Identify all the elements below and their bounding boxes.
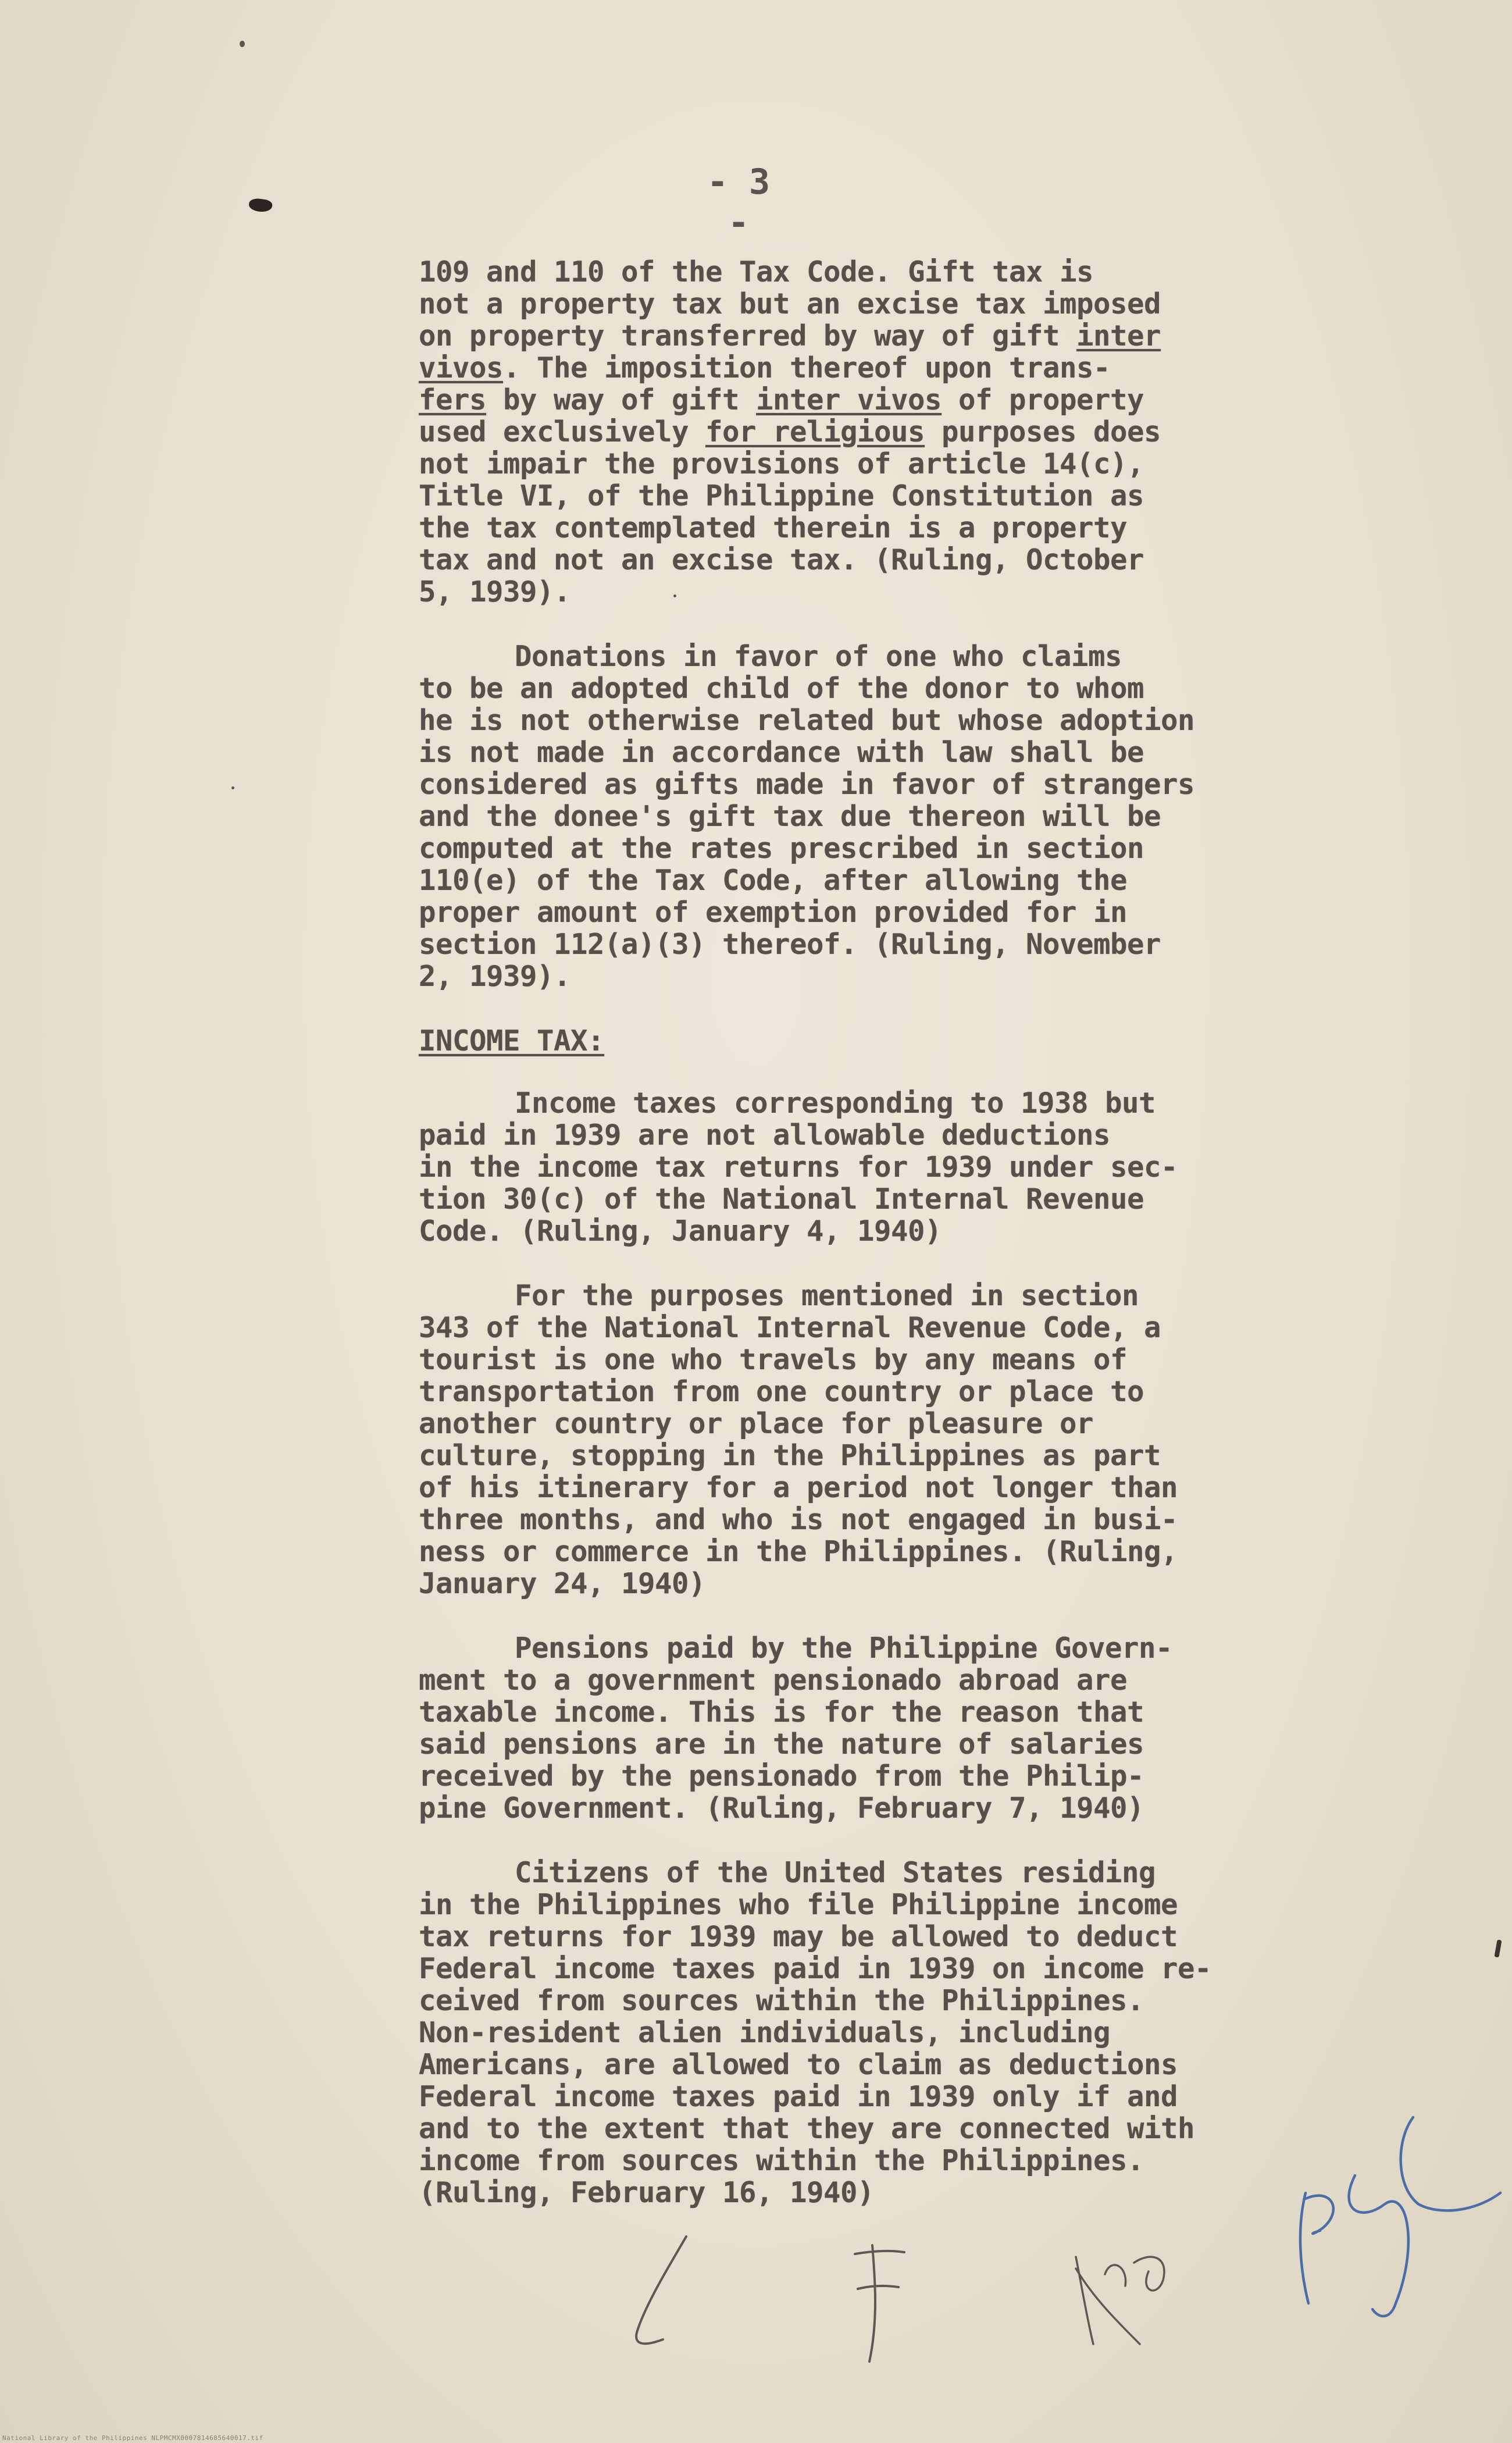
- underlined-phrase: inter vivos: [419, 319, 1161, 384]
- speck: [231, 786, 234, 789]
- underlined-phrase: fers: [419, 383, 487, 416]
- document-body: [419, 256, 1326, 2241]
- paragraph-text: purposes does not impair the provisions of article 14(c), Title VI, of the Philippine Constitution as the tax contemplated therein is a property tax and not an excise tax. (Ruling, October 5, 1939).: [419, 415, 1161, 608]
- speck: [240, 41, 245, 47]
- section-heading-income-tax: INCOME TAX:: [419, 1024, 605, 1057]
- underlined-phrase: for religious: [705, 415, 925, 448]
- underlined-phrase: inter vivos: [756, 383, 942, 416]
- paragraph-pensions: Pensions paid by the Philippine Govern- ment to a government pensionado abroad are taxable income. This is for the reason that said pensions are in the nature of salaries received by the pensionado from the Philip- pine Government. (Ruling, February 7, 1940): [419, 1632, 1173, 1825]
- pencil-initial-3: [1076, 2257, 1164, 2344]
- pencil-initial-2: [855, 2245, 904, 2362]
- pencil-initial-1: [636, 2237, 686, 2344]
- paragraph-text: by way of gift: [486, 383, 757, 416]
- paragraph-donations: Donations in favor of one who claims to be an adopted child of the donor to whom he is not otherwise related but whose adoption is not made in accordance with law shall be considered as gifts made in favor of strangers and the donee's gift tax due thereon will be computed at the rates prescribed in section 110(e) of the Tax Code, after allowing the proper amount of exemption provided for in section 112(a)(3) thereof. (Ruling, November 2, 1939).: [419, 640, 1195, 993]
- paragraph-tourist: For the purposes mentioned in section 343 of the National Internal Revenue Code, a tourist is one who travels by any means of transportation from one country or place to another country or place for pleasure or culture, stopping in the Philippines as part of his itinerary for a period not longer than three months, and who is not engaged in busi- ness or commerce in the Philippines. (Ruling, January 24, 1940): [419, 1279, 1178, 1600]
- ink-smudge: [248, 197, 273, 213]
- archive-footer: National Library of the Philippines NLPMCMX0007814685640017.tif: [2, 2434, 263, 2442]
- paragraph-text: of property used exclusively: [419, 383, 1144, 448]
- paragraph-gift-tax: [419, 256, 1326, 608]
- pen-initial: [1300, 2117, 1500, 2316]
- paragraph-income-taxes-1938: Income taxes corresponding to 1938 but paid in 1939 are not allowable deductions in the income tax returns for 1939 under sec- tion 30(c) of the National Internal Revenue Code. (Ruling, January 4, 1940): [419, 1087, 1178, 1248]
- paragraph-us-citizens: Citizens of the United States residing in the Philippines who file Philippine income tax returns for 1939 may be allowed to deduct Federal income taxes paid in 1939 on income re- ceived from sources within the Philippines. Non-resident alien individuals, including Americans, are allowed to claim as deductions Federal income taxes paid in 1939 only if and and to the extent that they are connected with income from sources within the Philippines. (Ruling, February 16, 1940): [419, 1856, 1212, 2209]
- paragraph-text: 109 and 110 of the Tax Code. Gift tax is not a property tax but an excise tax imposed on property transferred by way of gift: [419, 255, 1161, 352]
- paragraph-text: . The imposition thereof upon trans-: [503, 351, 1111, 384]
- edge-mark: [1494, 1940, 1502, 1958]
- page-number: - 3 -: [707, 162, 771, 243]
